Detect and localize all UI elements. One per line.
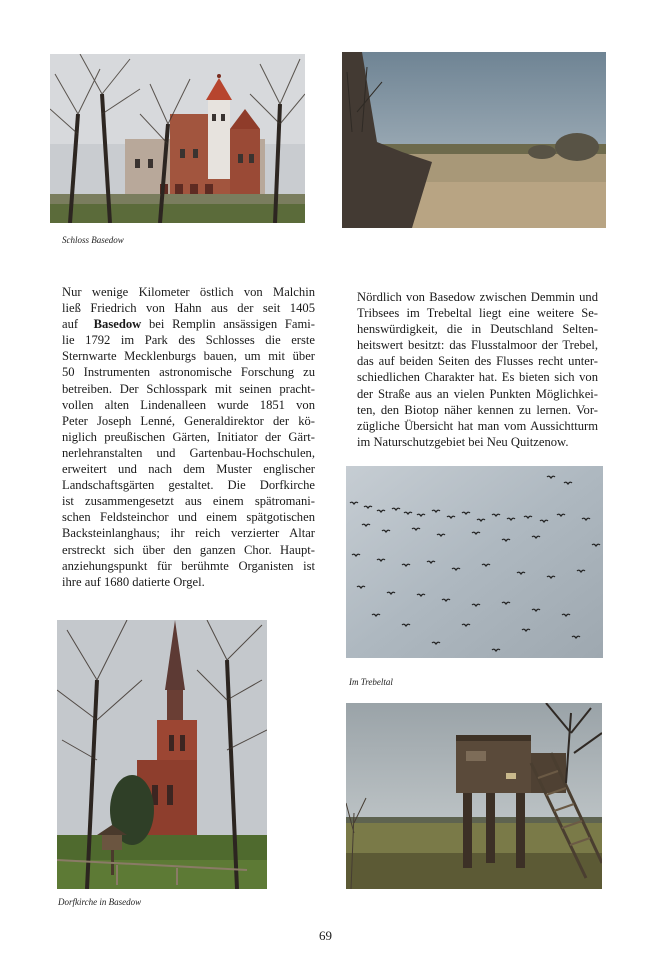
text-line: Nördlich von Basedow zwischen Demmin und [357,290,598,304]
text-line: Tribsees im Trebeltal liegt eine weitere Se- [357,306,598,321]
photo-schloss-basedow [50,54,305,223]
page-number: 69 [319,928,332,943]
text-fragment: bei Remplin ansässigen Fami- [148,317,315,332]
text-line [62,316,315,332]
caption-schloss: Schloss Basedow [62,235,124,245]
text-line: anziehungspunkt für berühmte Organisten ist [62,558,315,573]
text-line: betreiben. Der Schlosspark mit seinen pracht- [62,381,315,396]
body-text-right [357,289,598,450]
geese-image [346,466,603,658]
text-line: schiedlichen Charakter hat. Es bieten sich von [357,370,598,385]
moor-image [342,52,606,228]
body-text-left [62,284,315,590]
text-line: Backsteinlanghaus; ihr reich verzierter Altar [62,526,315,541]
text-line: Peter Joseph Lenné, Generaldirektor der kö- [62,413,315,428]
text-line: ist zusammengesetzt aus einem spätromani- [62,494,315,509]
caption-dorfkirche: Dorfkirche in Basedow [58,897,142,907]
place-name-basedow: Basedow [93,317,142,332]
text-line: das auf beiden Seiten des Flusses recht unter- [357,354,598,369]
caption-trebeltal: Im Trebeltal [349,677,393,687]
text-line: im Naturschutzgebiet bei Neu Quitzenow. [357,434,569,449]
text-line: henswürdigkeit, die in Deutschland Selten- [357,322,598,337]
text-line: ten, den Biotop näher kennen zu lernen. Vor- [357,402,598,417]
text-line: niglich preußischen Gärten, Initiator der Gärt- [62,429,315,444]
text-line: schen Feldsteinchor und einem spätgotischen [62,510,315,525]
schloss-image [50,54,305,223]
text-line: heitswert besitzt: das Flusstalmoor der Trebel, [357,338,598,353]
text-fragment: auf [62,317,79,332]
photo-trebel-moor [342,52,606,228]
text-line: lie 1792 im Park des Schlosses die erste [62,333,315,348]
text-line: zügliche Übersicht hat man vom Aussichtturm [357,418,598,433]
text-line: Nur wenige Kilometer östlich von Malchin [62,285,315,299]
photo-aussichtsturm [346,703,602,889]
text-line: erstreckt sich über den ganzen Chor. Haupt- [62,542,315,557]
text-line: 50 Instrumenten astronomische Forschung zu [62,365,315,380]
text-line: erweitert und nach dem Muster englischer [62,462,315,477]
text-line: ließ Friedrich von Hahn aus der seit 1405 [62,301,315,316]
photo-dorfkirche [57,620,267,889]
text-line: Sternwarte Mecklenburgs bauen, um mit über [62,349,315,364]
photo-flying-geese [346,466,603,658]
text-line: ihre auf 1680 datierte Orgel. [62,574,205,589]
tower-image [346,703,602,889]
church-image [57,620,267,889]
text-line: Landschaftsgärten gestaltet. Die Dorfkirche [62,478,315,493]
text-line: nerlehranstalten und Gartenbau-Hochschulen, [62,445,315,460]
text-line: der Straße aus an vielen Punkten Möglichkei- [357,386,598,401]
text-line: vollen alten Lindenalleen wurde 1851 von [62,397,315,412]
